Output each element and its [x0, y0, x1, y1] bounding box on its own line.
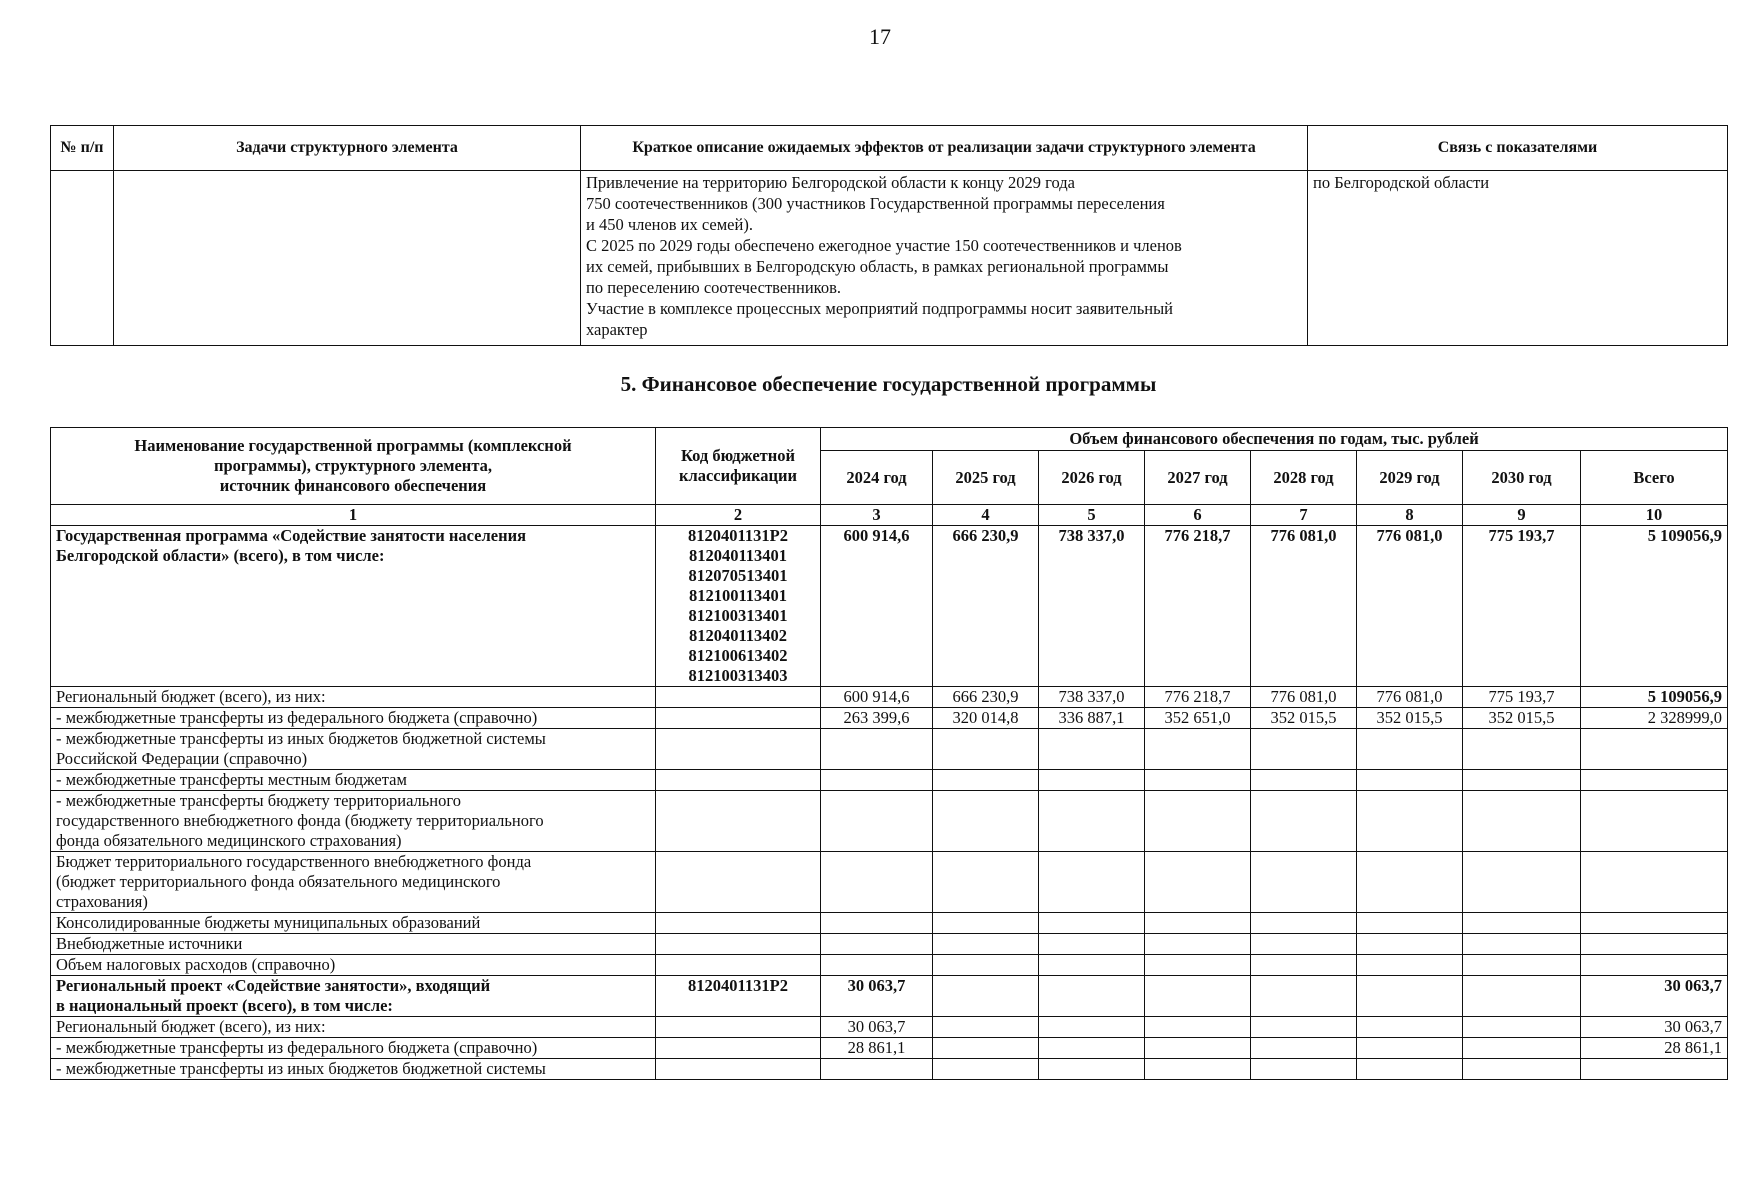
effects-line: их семей, прибывших в Белгородскую область, в рамках региональной программы — [586, 257, 1169, 276]
row-label — [51, 687, 656, 708]
row-total-value: 28 861,1 — [1581, 1038, 1728, 1059]
row-year-value — [1145, 976, 1251, 1017]
row-label-line: Консолидированные бюджеты муниципальных образований — [56, 913, 481, 932]
finance-row — [51, 976, 1728, 1017]
row-total-value — [1581, 791, 1728, 852]
row-year-value: 352 651,0 — [1145, 708, 1251, 729]
row-label — [51, 708, 656, 729]
row-year-value: 352 015,5 — [1463, 708, 1581, 729]
row-year-value: 320 014,8 — [933, 708, 1039, 729]
header-name-line: Наименование государственной программы (комплексной — [134, 436, 572, 455]
finance-row — [51, 708, 1728, 729]
row-year-value — [821, 934, 933, 955]
budget-code: 812070513401 — [688, 566, 788, 585]
row-year-value — [1145, 852, 1251, 913]
row-code — [656, 729, 821, 770]
row-year-value — [1145, 955, 1251, 976]
row-label-line: - межбюджетные трансферты из иных бюджетов бюджетной системы — [56, 1059, 546, 1078]
budget-code: 8120401131P2 — [688, 976, 788, 995]
row-year-value — [1039, 770, 1145, 791]
row-code — [656, 770, 821, 791]
row-code — [656, 708, 821, 729]
header-name — [51, 428, 656, 505]
row-year-value: 738 337,0 — [1039, 687, 1145, 708]
row-year-value — [1357, 1038, 1463, 1059]
row-label — [51, 913, 656, 934]
row-year-value — [1357, 1059, 1463, 1080]
row-label — [51, 791, 656, 852]
row-year-value — [821, 852, 933, 913]
row-year-value: 28 861,1 — [821, 1038, 933, 1059]
effects-line: С 2025 по 2029 годы обеспечено ежегодное участие 150 соотечественников и членов — [586, 236, 1182, 255]
row-year-value — [1251, 955, 1357, 976]
row-year-value — [1357, 976, 1463, 1017]
row-year-value — [1039, 955, 1145, 976]
row-label — [51, 976, 656, 1017]
row-label — [51, 526, 656, 687]
header-volume: Объем финансового обеспечения по годам, тыс. рублей — [821, 428, 1728, 451]
row-year-value — [1463, 976, 1581, 1017]
row-year-value — [1145, 934, 1251, 955]
column-number: 8 — [1357, 505, 1463, 526]
row-year-value — [1145, 1038, 1251, 1059]
row-year-value — [1251, 791, 1357, 852]
row-year-value: 776 081,0 — [1357, 687, 1463, 708]
header-year: 2028 год — [1251, 451, 1357, 505]
row-total-value — [1581, 1059, 1728, 1080]
row-year-value — [1039, 976, 1145, 1017]
task-cell — [114, 171, 581, 346]
row-label-line: - межбюджетные трансферты из федерального бюджета (справочно) — [56, 1038, 538, 1057]
row-total-value — [1581, 955, 1728, 976]
finance-row — [51, 770, 1728, 791]
row-label — [51, 729, 656, 770]
finance-row — [51, 687, 1728, 708]
row-total-value — [1581, 729, 1728, 770]
finance-row — [51, 913, 1728, 934]
header-task: Задачи структурного элемента — [114, 126, 581, 171]
header-code — [656, 428, 821, 505]
row-year-value — [1463, 1038, 1581, 1059]
budget-code: 812100613402 — [688, 646, 788, 665]
row-year-value: 666 230,9 — [933, 526, 1039, 687]
header-num: № п/п — [51, 126, 114, 171]
finance-row — [51, 955, 1728, 976]
row-year-value: 666 230,9 — [933, 687, 1039, 708]
column-number: 9 — [1463, 505, 1581, 526]
row-year-value — [1251, 913, 1357, 934]
column-number: 6 — [1145, 505, 1251, 526]
row-year-value — [933, 1017, 1039, 1038]
finance-row — [51, 1038, 1728, 1059]
header-year: 2029 год — [1357, 451, 1463, 505]
budget-code: 812040113402 — [688, 626, 788, 645]
finance-row — [51, 852, 1728, 913]
row-year-value — [821, 955, 933, 976]
header-year: 2030 год — [1463, 451, 1581, 505]
row-total-value: 2 328999,0 — [1581, 708, 1728, 729]
header-name-line: источник финансового обеспечения — [219, 476, 487, 495]
header-code-line: Код бюджетной — [680, 446, 796, 465]
effects-line: 750 соотечественников (300 участников Государственной программы переселения — [586, 194, 1165, 213]
row-year-value: 776 218,7 — [1145, 687, 1251, 708]
link-cell: по Белгородской области — [1308, 171, 1728, 346]
row-year-value — [1039, 791, 1145, 852]
row-label-line: Бюджет территориального государственного внебюджетного фонда — [56, 852, 532, 871]
row-label-line: фонда обязательного медицинского страхования) — [56, 831, 402, 850]
section-title: 5. Финансовое обеспечение государственной программы — [620, 372, 1157, 396]
row-label-line: Региональный бюджет (всего), из них: — [56, 1017, 326, 1036]
row-year-value — [1145, 1059, 1251, 1080]
row-year-value — [1251, 1038, 1357, 1059]
row-year-value — [1251, 976, 1357, 1017]
row-year-value: 600 914,6 — [821, 526, 933, 687]
row-label-line: страхования) — [56, 892, 148, 911]
column-number: 2 — [656, 505, 821, 526]
row-label — [51, 1017, 656, 1038]
row-year-value: 352 015,5 — [1251, 708, 1357, 729]
row-code — [656, 1059, 821, 1080]
row-year-value: 352 015,5 — [1357, 708, 1463, 729]
row-year-value — [821, 1059, 933, 1080]
finance-row — [51, 1017, 1728, 1038]
row-year-value: 776 218,7 — [1145, 526, 1251, 687]
row-year-value — [933, 934, 1039, 955]
finance-row — [51, 791, 1728, 852]
row-year-value — [1357, 934, 1463, 955]
row-year-value — [1039, 934, 1145, 955]
row-code — [656, 976, 821, 1017]
row-year-value — [933, 1038, 1039, 1059]
effects-line: характер — [586, 320, 648, 339]
row-code — [656, 955, 821, 976]
row-label — [51, 770, 656, 791]
budget-code: 812100313401 — [688, 606, 788, 625]
row-code — [656, 1017, 821, 1038]
row-code — [656, 934, 821, 955]
row-total-value — [1581, 852, 1728, 913]
row-year-value: 775 193,7 — [1463, 687, 1581, 708]
budget-code: 812100313403 — [688, 666, 788, 685]
header-name-line: программы), структурного элемента, — [214, 456, 492, 475]
column-number: 1 — [51, 505, 656, 526]
finance-row — [51, 934, 1728, 955]
row-label-line: в национальный проект (всего), в том числе: — [56, 996, 393, 1015]
row-year-value — [1145, 913, 1251, 934]
row-label-line: - межбюджетные трансферты из федерального бюджета (справочно) — [56, 708, 538, 727]
row-year-value: 776 081,0 — [1251, 526, 1357, 687]
row-year-value — [1145, 791, 1251, 852]
column-number: 7 — [1251, 505, 1357, 526]
budget-code: 8120401131P2 — [688, 526, 788, 545]
row-label-line: (бюджет территориального фонда обязательного медицинского — [56, 872, 501, 891]
finance-row — [51, 729, 1728, 770]
row-year-value — [1145, 770, 1251, 791]
row-label-line: Региональный проект «Содействие занятости», входящий — [56, 976, 491, 995]
tasks-table-row — [51, 171, 1728, 346]
column-number: 3 — [821, 505, 933, 526]
task-num-cell — [51, 171, 114, 346]
row-year-value — [1145, 729, 1251, 770]
row-code — [656, 526, 821, 687]
row-year-value — [933, 976, 1039, 1017]
row-label — [51, 1038, 656, 1059]
row-year-value — [1357, 955, 1463, 976]
row-year-value — [821, 770, 933, 791]
row-total-value: 5 109056,9 — [1581, 526, 1728, 687]
row-year-value — [1463, 852, 1581, 913]
row-label-line: - межбюджетные трансферты бюджету территориального — [56, 791, 461, 810]
row-label-line: Белгородской области» (всего), в том числе: — [56, 546, 385, 565]
header-year: 2026 год — [1039, 451, 1145, 505]
row-year-value — [1463, 1059, 1581, 1080]
row-code — [656, 1038, 821, 1059]
row-year-value — [1039, 1038, 1145, 1059]
row-label-line: Внебюджетные источники — [56, 934, 243, 953]
row-year-value — [1039, 729, 1145, 770]
row-year-value: 776 081,0 — [1357, 526, 1463, 687]
row-label — [51, 934, 656, 955]
row-label-line: Объем налоговых расходов (справочно) — [56, 955, 336, 974]
effects-line: по переселению соотечественников. — [586, 278, 842, 297]
row-year-value — [933, 913, 1039, 934]
row-year-value — [1357, 913, 1463, 934]
row-year-value — [933, 1059, 1039, 1080]
row-code — [656, 791, 821, 852]
row-label — [51, 955, 656, 976]
row-year-value — [933, 955, 1039, 976]
row-year-value — [1463, 913, 1581, 934]
row-year-value — [1463, 934, 1581, 955]
budget-code: 812040113401 — [688, 546, 788, 565]
row-label — [51, 1059, 656, 1080]
row-label-line: Региональный бюджет (всего), из них: — [56, 687, 326, 706]
row-year-value — [1251, 770, 1357, 791]
row-year-value — [933, 791, 1039, 852]
row-year-value — [821, 729, 933, 770]
row-year-value — [933, 852, 1039, 913]
finance-row — [51, 526, 1728, 687]
row-year-value: 775 193,7 — [1463, 526, 1581, 687]
budget-code: 812100113401 — [688, 586, 788, 605]
row-label-line: Российской Федерации (справочно) — [56, 749, 308, 768]
row-label-line: - межбюджетные трансферты из иных бюджетов бюджетной системы — [56, 729, 546, 748]
finance-header-row-1 — [51, 428, 1728, 451]
row-code — [656, 687, 821, 708]
row-year-value: 738 337,0 — [1039, 526, 1145, 687]
row-year-value — [1039, 1017, 1145, 1038]
tasks-table-header — [51, 126, 1728, 171]
row-year-value — [1357, 1017, 1463, 1038]
row-year-value — [1251, 1059, 1357, 1080]
row-total-value — [1581, 934, 1728, 955]
header-link: Связь с показателями — [1308, 126, 1728, 171]
row-year-value — [1251, 729, 1357, 770]
header-year: 2027 год — [1145, 451, 1251, 505]
row-total-value: 30 063,7 — [1581, 1017, 1728, 1038]
row-year-value — [933, 770, 1039, 791]
row-year-value — [933, 729, 1039, 770]
tasks-table — [50, 125, 1728, 346]
header-code-line: классификации — [678, 466, 798, 485]
row-year-value: 776 081,0 — [1251, 687, 1357, 708]
effects-cell — [581, 171, 1308, 346]
row-total-value — [1581, 770, 1728, 791]
row-year-value — [1357, 729, 1463, 770]
row-label — [51, 852, 656, 913]
row-code — [656, 913, 821, 934]
row-year-value — [1039, 1059, 1145, 1080]
effects-line: Участие в комплексе процессных мероприятий подпрограммы носит заявительный — [586, 299, 1173, 318]
page-number: 17 — [869, 24, 891, 49]
header-effects: Краткое описание ожидаемых эффектов от реализации задачи структурного элемента — [581, 126, 1308, 171]
header-year: 2024 год — [821, 451, 933, 505]
column-numbers-row — [51, 505, 1728, 526]
row-year-value — [1039, 852, 1145, 913]
row-year-value — [1039, 913, 1145, 934]
row-year-value — [821, 913, 933, 934]
row-year-value: 263 399,6 — [821, 708, 933, 729]
row-year-value — [1357, 770, 1463, 791]
row-year-value: 30 063,7 — [821, 976, 933, 1017]
column-number: 4 — [933, 505, 1039, 526]
row-year-value — [1357, 791, 1463, 852]
effects-line: и 450 членов их семей). — [586, 215, 753, 234]
finance-row — [51, 1059, 1728, 1080]
effects-line: Привлечение на территорию Белгородской области к концу 2029 года — [586, 173, 1075, 192]
row-year-value: 600 914,6 — [821, 687, 933, 708]
row-label-line: государственного внебюджетного фонда (бюджету территориального — [56, 811, 544, 830]
column-number: 5 — [1039, 505, 1145, 526]
finance-table — [50, 427, 1728, 1080]
row-year-value — [1463, 729, 1581, 770]
column-number: 10 — [1581, 505, 1728, 526]
row-year-value — [1357, 852, 1463, 913]
row-total-value: 30 063,7 — [1581, 976, 1728, 1017]
row-year-value — [821, 791, 933, 852]
row-year-value — [1463, 770, 1581, 791]
row-year-value — [1463, 791, 1581, 852]
row-label-line: - межбюджетные трансферты местным бюджетам — [56, 770, 407, 789]
row-year-value: 336 887,1 — [1039, 708, 1145, 729]
row-year-value — [1463, 955, 1581, 976]
row-year-value — [1251, 852, 1357, 913]
row-year-value — [1251, 1017, 1357, 1038]
row-year-value — [1251, 934, 1357, 955]
row-year-value — [1463, 1017, 1581, 1038]
header-year: 2025 год — [933, 451, 1039, 505]
row-label-line: Государственная программа «Содействие занятости населения — [56, 526, 527, 545]
row-code — [656, 852, 821, 913]
header-total: Всего — [1581, 451, 1728, 505]
row-total-value — [1581, 913, 1728, 934]
row-year-value — [1145, 1017, 1251, 1038]
row-total-value: 5 109056,9 — [1581, 687, 1728, 708]
row-year-value: 30 063,7 — [821, 1017, 933, 1038]
